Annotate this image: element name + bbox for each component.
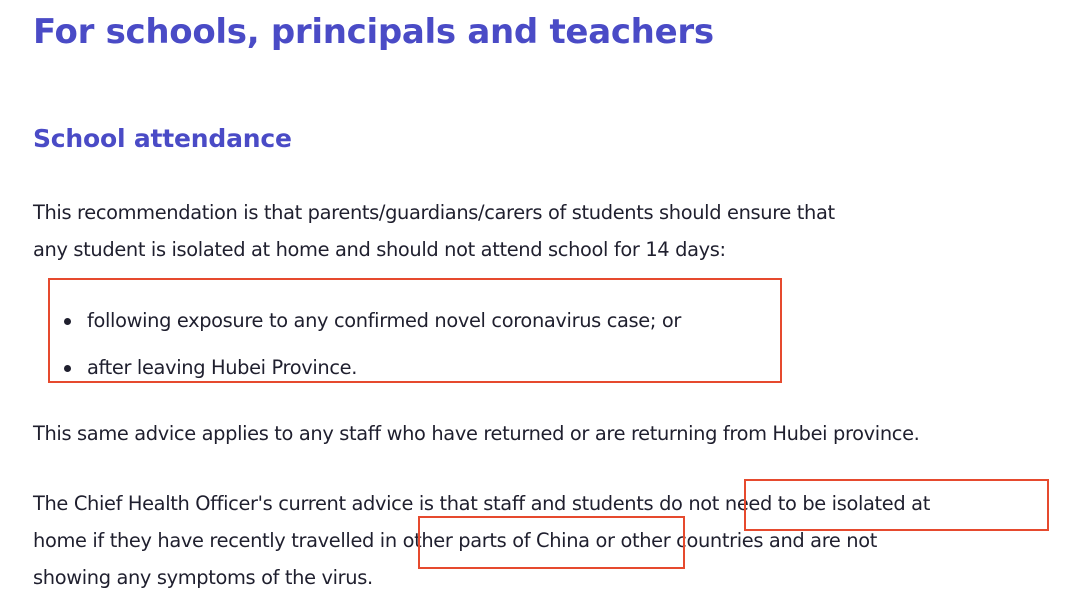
cho-line-3: showing any symptoms of the virus. bbox=[33, 566, 373, 589]
list-item bbox=[33, 302, 681, 349]
bullet-icon bbox=[64, 365, 71, 372]
cho-line-1: The Chief Health Officer's current advice is that staff and students do not need to be isolated at bbox=[33, 492, 930, 515]
cho-advice-paragraph bbox=[33, 485, 930, 596]
intro-line-1: This recommendation is that parents/guardians/carers of students should ensure that bbox=[33, 201, 835, 224]
section-heading: School attendance bbox=[33, 124, 292, 153]
staff-advice-paragraph bbox=[33, 415, 919, 452]
list-item bbox=[33, 349, 681, 396]
cho-line-2: home if they have recently travelled in other parts of China or other countries and are not bbox=[33, 529, 877, 552]
list-item-text: after leaving Hubei Province. bbox=[87, 356, 358, 379]
criteria-list bbox=[33, 302, 681, 396]
staff-advice-text: This same advice applies to any staff who have returned or are returning from Hubei province. bbox=[33, 422, 920, 445]
intro-line-2: any student is isolated at home and should not attend school for 14 days: bbox=[33, 238, 726, 261]
page-title: For schools, principals and teachers bbox=[33, 12, 714, 52]
bullet-icon bbox=[64, 318, 71, 325]
list-item-text: following exposure to any confirmed novel coronavirus case; or bbox=[87, 309, 682, 332]
intro-paragraph bbox=[33, 194, 835, 268]
